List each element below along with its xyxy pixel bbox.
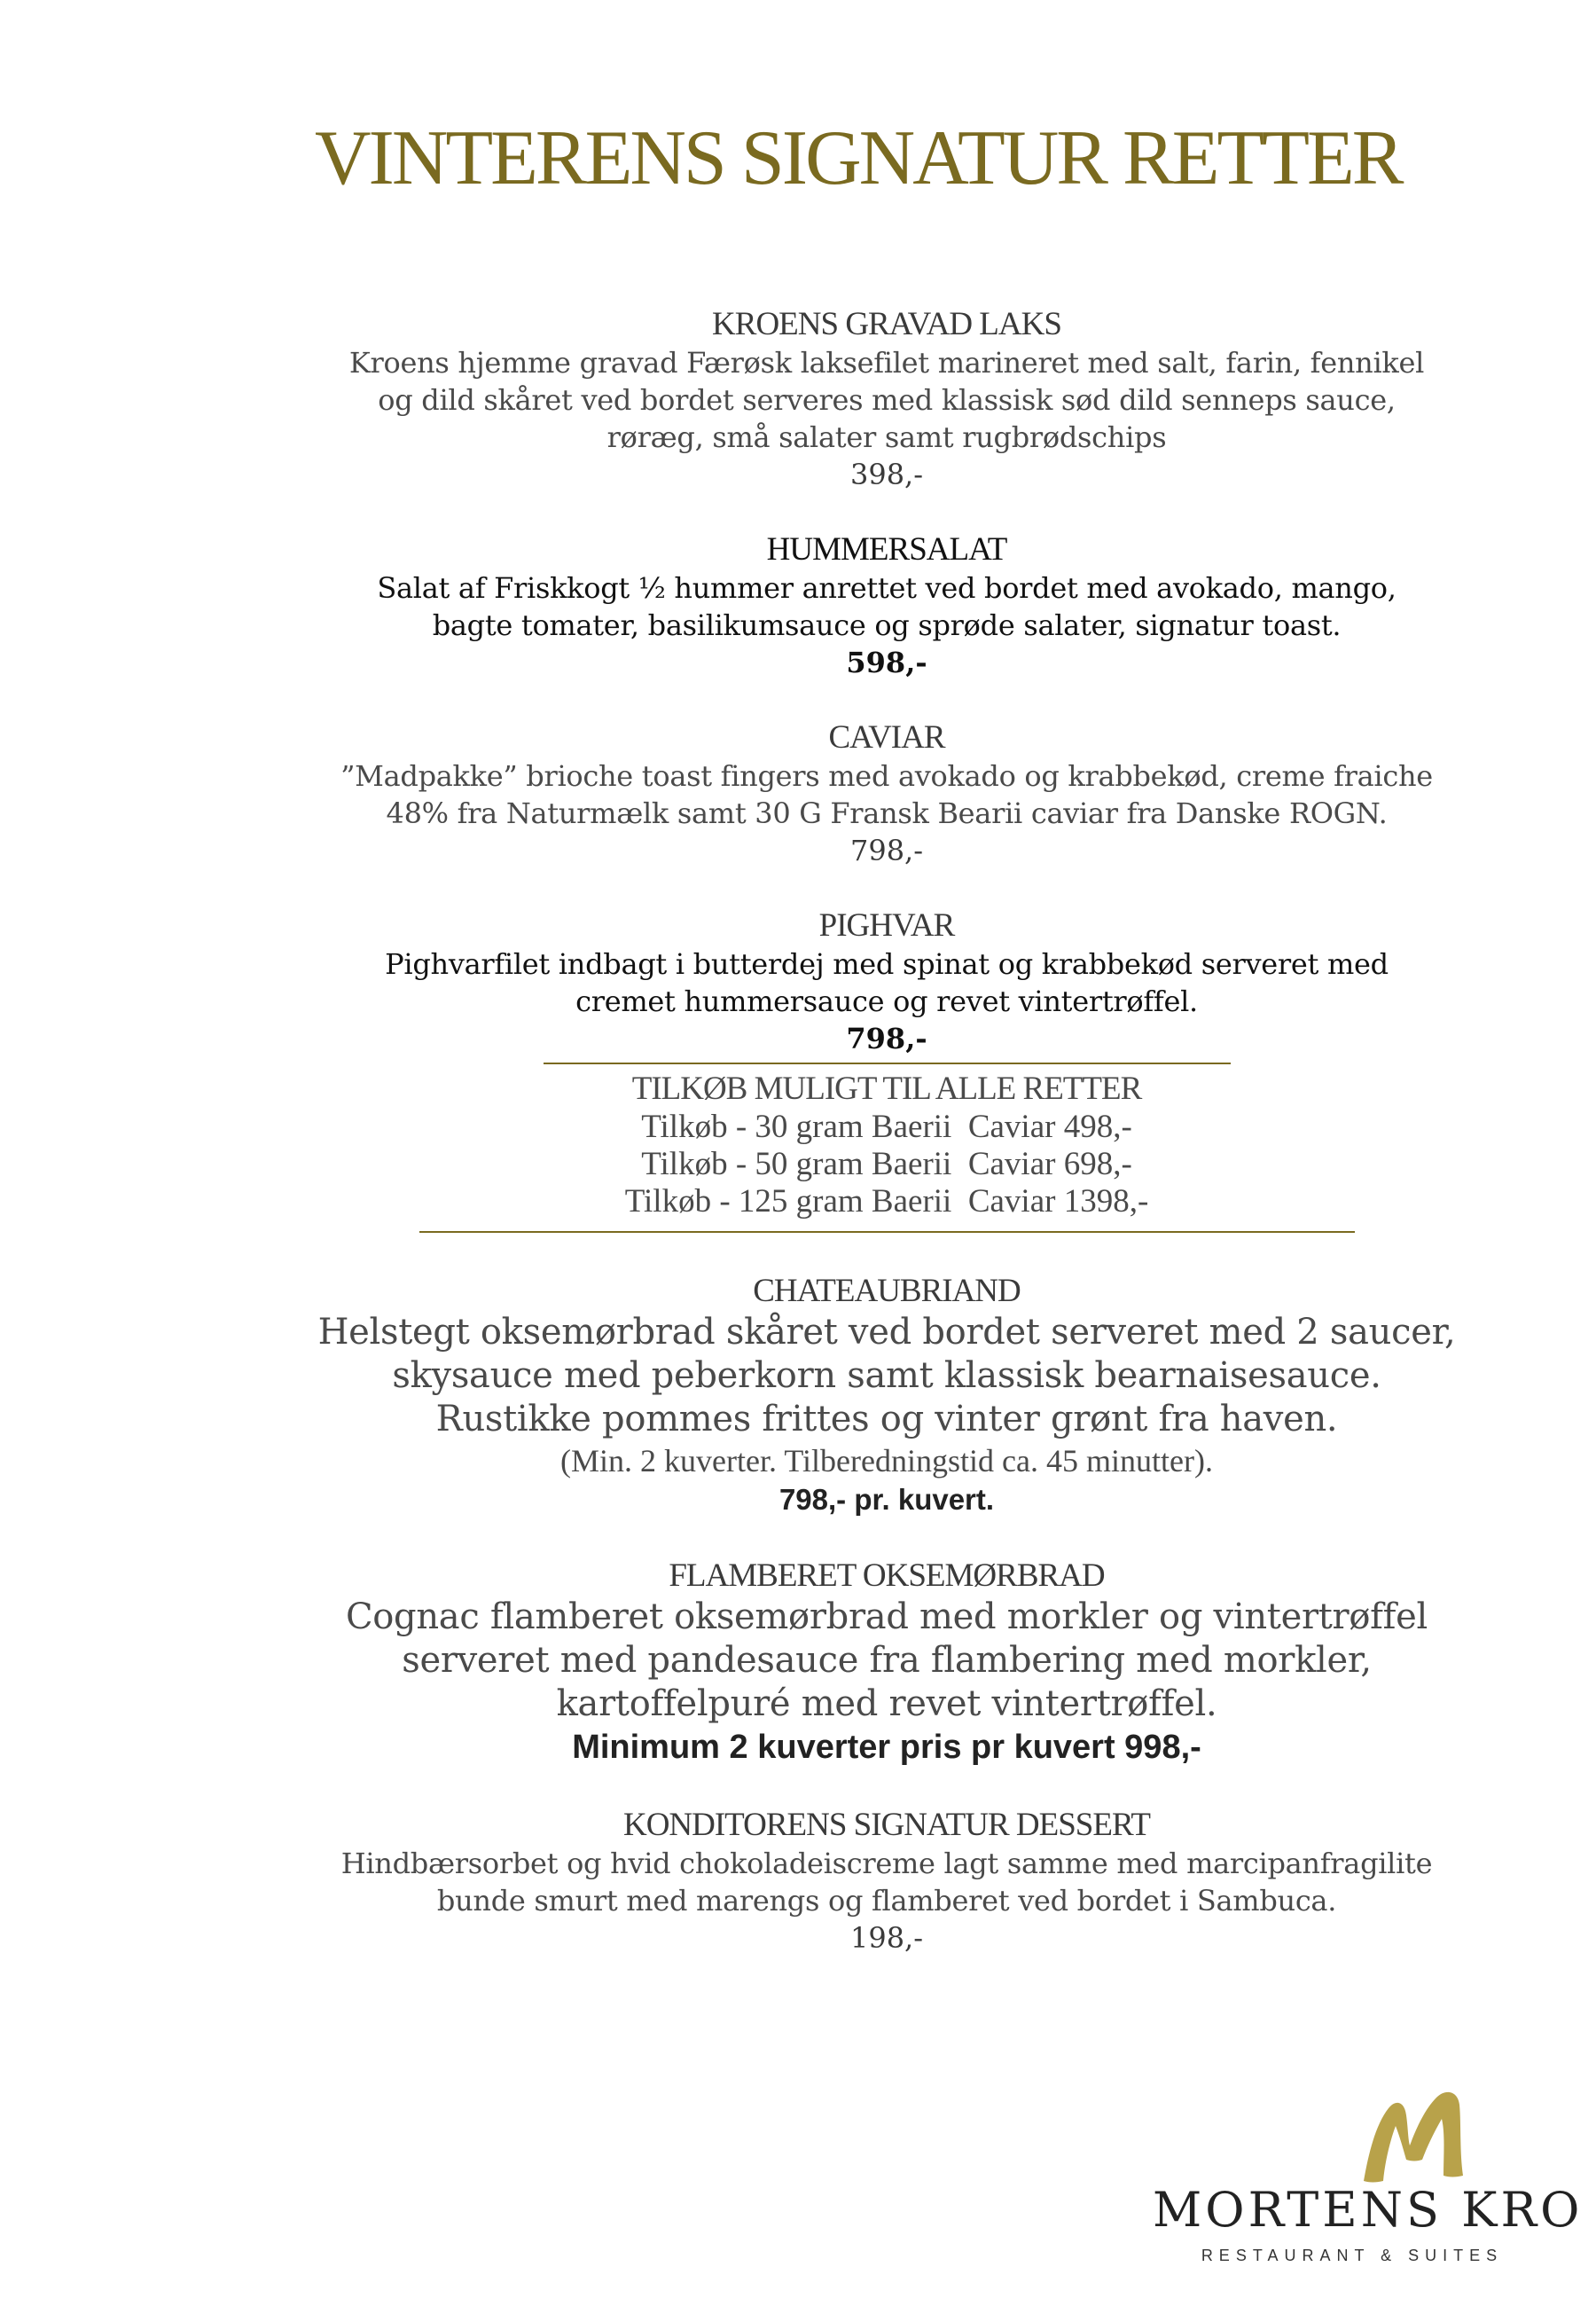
dish-description-line: Pighvarfilet indbagt i butterdej med spinat og krabbekød serveret med xyxy=(385,947,1389,981)
dish-description-line: serveret med pandesauce fra flambering med morkler, xyxy=(402,1640,1372,1681)
dish-description-line: Helstegt oksemørbrad skåret ved bordet serveret med 2 saucer, xyxy=(317,1312,1456,1353)
page-title: VINTERENS SIGNATUR RETTER xyxy=(315,115,1402,201)
dish-description-line: kartoffelpuré med revet vintertrøffel. xyxy=(556,1683,1217,1724)
menu-item-hummersalat xyxy=(213,530,1561,681)
menu-item-pighvar xyxy=(213,906,1561,1057)
dish-description-line: ”Madpakke” brioche toast fingers med avokado og krabbekød, creme fraiche xyxy=(340,759,1433,793)
dish-description-line: cremet hummersauce og revet vintertrøffel. xyxy=(575,984,1198,1018)
logo-name: MORTENS KRO xyxy=(1153,2182,1584,2238)
menu-item-gravad-laks xyxy=(213,305,1561,493)
dish-name: KROENS GRAVAD LAKS xyxy=(712,306,1061,342)
dish-description-line: Cognac flamberet oksemørbrad med morkler og vintertrøffel xyxy=(345,1596,1428,1637)
dish-price: 798,- xyxy=(849,834,924,867)
dish-price: 198,- xyxy=(849,1921,924,1955)
dish-description-line: Rustikke pommes frittes og vinter grønt fra haven. xyxy=(435,1399,1338,1439)
dish-description-line: 48% fra Naturmælk samt 30 G Fransk Bearii caviar fra Danske ROGN. xyxy=(386,796,1388,830)
menu-item-caviar xyxy=(213,718,1561,869)
menu-item-chateaubriand xyxy=(213,1272,1561,1519)
dish-name: PIGHVAR xyxy=(818,907,955,944)
dish-name: HUMMERSALAT xyxy=(766,531,1007,568)
dish-description-line: røræg, små salater samt rugbrødschips xyxy=(606,420,1167,454)
addon-line: Tilkøb - 125 gram Baerii Caviar 1398,- xyxy=(624,1183,1149,1220)
dish-price: 598,- xyxy=(846,646,927,679)
addon-line: Tilkøb - 30 gram Baerii Caviar 498,- xyxy=(641,1109,1132,1145)
dish-price: 798,- xyxy=(846,1022,927,1055)
logo-subtitle: RESTAURANT & SUITES xyxy=(1201,2247,1504,2264)
divider xyxy=(419,1231,1355,1233)
menu-list xyxy=(213,305,1561,1994)
menu-item-flamberet-oksemorbrad xyxy=(213,1557,1561,1769)
dish-description-line: skysauce med peberkorn samt klassisk bearnaisesauce. xyxy=(392,1355,1381,1396)
divider xyxy=(544,1063,1231,1064)
restaurant-logo xyxy=(1153,2089,1584,2266)
dish-price: 798,- pr. kuvert. xyxy=(778,1483,995,1516)
menu-item-dessert xyxy=(213,1806,1561,1957)
dish-description-line: og dild skåret ved bordet serveres med klassisk sød dild senneps sauce, xyxy=(378,383,1396,417)
dish-name: KONDITORENS SIGNATUR DESSERT xyxy=(622,1807,1151,1843)
dish-description-line: Salat af Friskkogt ½ hummer anrettet ved bordet med avokado, mango, xyxy=(377,571,1396,605)
dish-description-line: bagte tomater, basilikumsauce og sprøde salater, signatur toast. xyxy=(432,608,1342,642)
logo-brush-stroke xyxy=(1364,2092,1463,2183)
dish-price: 398,- xyxy=(849,458,924,491)
addon-title: TILKØB MULIGT TIL ALLE RETTER xyxy=(631,1071,1142,1107)
dish-description-line: bunde smurt med marengs og flamberet ved bordet i Sambuca. xyxy=(436,1884,1337,1918)
dish-price: Minimum 2 kuverter pris pr kuvert 998,- xyxy=(572,1729,1201,1766)
dish-note: (Min. 2 kuverter. Tilberedningstid ca. 45 minutter). xyxy=(560,1443,1213,1479)
addon-section xyxy=(213,1070,1561,1220)
dish-description-line: Kroens hjemme gravad Færøsk laksefilet marineret med salt, farin, fennikel xyxy=(348,346,1425,380)
dish-name: CHATEAUBRIAND xyxy=(753,1273,1021,1309)
dish-name: FLAMBERET OKSEMØRBRAD xyxy=(669,1557,1105,1594)
m-brush-logo-icon xyxy=(1357,2089,1472,2186)
dish-name: CAVIAR xyxy=(828,719,945,756)
dish-description-line: Hindbærsorbet og hvid chokoladeiscreme lagt samme med marcipanfragilite xyxy=(340,1847,1433,1880)
addon-line: Tilkøb - 50 gram Baerii Caviar 698,- xyxy=(641,1146,1132,1182)
